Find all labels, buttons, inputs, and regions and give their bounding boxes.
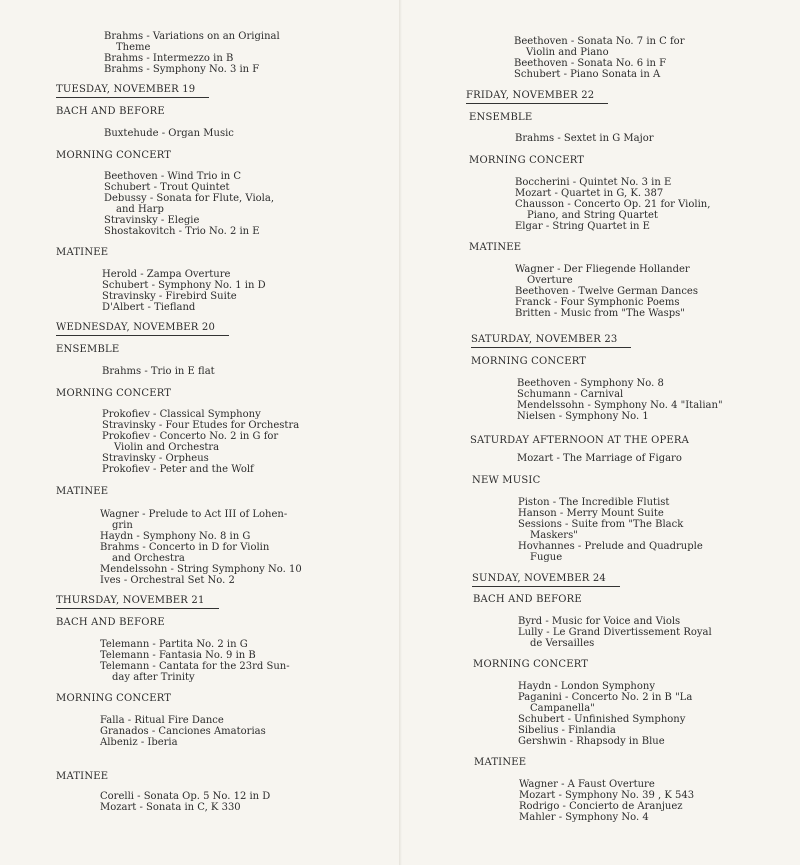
date-header: FRIDAY, NOVEMBER 22 (466, 90, 608, 104)
date-header: TUESDAY, NOVEMBER 19 (56, 84, 209, 98)
category-label: BACH AND BEFORE (56, 617, 165, 628)
program-item: Beethoven - Sonata No. 7 in C for (514, 36, 685, 47)
program-list (104, 31, 434, 75)
program-item: Stravinsky - Four Etudes for Orchestra (102, 420, 300, 431)
category-label: MATINEE (56, 486, 109, 497)
program-item: Brahms - Symphony No. 3 in F (104, 64, 260, 75)
program-item: Stravinsky - Firebird Suite (102, 291, 237, 302)
program-item: Gershwin - Rhapsody in Blue (518, 736, 665, 747)
program-item: Brahms - Sextet in G Major (515, 133, 654, 144)
program-section (100, 639, 430, 683)
date-header: WEDNESDAY, NOVEMBER 20 (56, 322, 229, 336)
program-item: Piston - The Incredible Flutist (518, 497, 670, 508)
program-item: Lully - Le Grand Divertissement Royal (518, 627, 712, 638)
program-list (514, 36, 800, 80)
program-item: Mahler - Symphony No. 4 (519, 812, 649, 823)
program-list (515, 133, 800, 144)
program-item: Theme (116, 42, 151, 53)
date-thursday (56, 595, 386, 609)
program-item: Prokofiev - Classical Symphony (102, 409, 261, 420)
program-item: Prokofiev - Concerto No. 2 in G for (102, 431, 279, 442)
category-label: MORNING CONCERT (56, 693, 172, 704)
program-item: Mendelssohn - Symphony No. 4 "Italian" (517, 400, 723, 411)
date-header: SUNDAY, NOVEMBER 24 (472, 573, 620, 587)
program-item: Fugue (530, 552, 563, 563)
program-item: Prokofiev - Peter and the Wolf (102, 464, 254, 475)
program-item: Ives - Orchestral Set No. 2 (100, 575, 235, 586)
program-list (104, 171, 434, 237)
program-section (104, 171, 434, 237)
program-section (102, 269, 432, 313)
program-section (517, 378, 800, 422)
program-list (100, 715, 430, 748)
program-item: Schubert - Symphony No. 1 in D (102, 280, 266, 291)
program-item: Nielsen - Symphony No. 1 (517, 411, 649, 422)
category-label: MORNING CONCERT (473, 659, 589, 670)
program-section (518, 497, 800, 563)
program-item: Telemann - Cantata for the 23rd Sun- (100, 661, 290, 672)
category-label: MORNING CONCERT (56, 388, 172, 399)
program-item: Paganini - Concerto No. 2 in B "La (518, 692, 693, 703)
program-list (104, 128, 434, 139)
program-item: D'Albert - Tiefland (102, 302, 196, 313)
program-item: Mendelssohn - String Symphony No. 10 (100, 564, 302, 575)
program-section (104, 128, 434, 139)
program-item: Mozart - Quartet in G, K. 387 (515, 188, 664, 199)
program-section (515, 133, 800, 144)
program-item: Piano, and String Quartet (527, 210, 658, 221)
program-list (102, 269, 432, 313)
category-label: MATINEE (56, 247, 109, 258)
program-list (100, 509, 430, 586)
program-list (102, 409, 432, 475)
date-saturday (471, 334, 800, 348)
program-item: Haydn - London Symphony (518, 681, 655, 692)
top-program (104, 31, 434, 75)
program-item: Schubert - Trout Quintet (104, 182, 230, 193)
program-item: Stravinsky - Elegie (104, 215, 200, 226)
program-list (515, 264, 800, 319)
program-item: Beethoven - Wind Trio in C (104, 171, 242, 182)
program-item: Maskers" (530, 530, 578, 541)
program-section (100, 509, 430, 586)
program-item: Sibelius - Finlandia (518, 725, 616, 736)
category-label: MORNING CONCERT (469, 155, 585, 166)
program-item: Hovhannes - Prelude and Quadruple (518, 541, 703, 552)
program-item: Britten - Music from "The Wasps" (515, 308, 685, 319)
program-item: Haydn - Symphony No. 8 in G (100, 531, 251, 542)
date-friday (466, 90, 796, 104)
program-section (100, 715, 430, 748)
program-item: Buxtehude - Organ Music (104, 128, 234, 139)
program-item: Brahms - Concerto in D for Violin (100, 542, 270, 553)
date-wednesday (56, 322, 386, 336)
program-item: Schubert - Piano Sonata in A (514, 69, 661, 80)
program-item: Wagner - Der Fliegende Hollander (515, 264, 690, 275)
program-list (102, 366, 432, 377)
program-item: Granados - Canciones Amatorias (100, 726, 266, 737)
program-item: Violin and Piano (526, 47, 609, 58)
program-section (515, 264, 800, 319)
program-item: grin (112, 520, 133, 531)
category-label: MATINEE (474, 757, 527, 768)
program-item: Corelli - Sonata Op. 5 No. 12 in D (100, 791, 271, 802)
program-item: Beethoven - Sonata No. 6 in F (514, 58, 667, 69)
program-list (518, 616, 800, 649)
program-section (102, 366, 432, 377)
date-header: SATURDAY, NOVEMBER 23 (471, 334, 631, 348)
date-header: THURSDAY, NOVEMBER 21 (56, 595, 219, 609)
program-item: Beethoven - Symphony No. 8 (517, 378, 664, 389)
program-item: Mozart - The Marriage of Figaro (517, 453, 682, 464)
category-label: SATURDAY AFTERNOON AT THE OPERA (470, 435, 690, 446)
category-label: MORNING CONCERT (56, 150, 172, 161)
category-label: MATINEE (56, 771, 109, 782)
program-item: Mozart - Symphony No. 39 , K 543 (519, 790, 695, 801)
program-item: de Versailles (530, 638, 595, 649)
program-list (100, 639, 430, 683)
program-item: Rodrigo - Concierto de Aranjuez (519, 801, 683, 812)
program-item: Franck - Four Symphonic Poems (515, 297, 680, 308)
date-sunday (472, 573, 800, 587)
program-item: Hanson - Merry Mount Suite (518, 508, 664, 519)
program-section (519, 779, 800, 823)
category-label: NEW MUSIC (472, 475, 541, 486)
program-section (515, 177, 800, 232)
program-section (518, 616, 800, 649)
program-list (517, 378, 800, 422)
program-item: day after Trinity (112, 672, 195, 683)
program-item: Telemann - Partita No. 2 in G (100, 639, 248, 650)
program-item: Sessions - Suite from "The Black (518, 519, 684, 530)
program-item: Telemann - Fantasia No. 9 in B (100, 650, 256, 661)
program-list (100, 791, 430, 813)
program-item: and Harp (116, 204, 164, 215)
program-item: Brahms - Trio in E flat (102, 366, 215, 377)
program-item: Mozart - Sonata in C, K 330 (100, 802, 241, 813)
date-tuesday (56, 84, 386, 98)
category-label: BACH AND BEFORE (473, 594, 582, 605)
program-item: Chausson - Concerto Op. 21 for Violin, (515, 199, 711, 210)
program-list (515, 177, 800, 232)
program-list (518, 681, 800, 747)
program-section (100, 791, 430, 813)
category-label: MORNING CONCERT (471, 356, 587, 367)
program-item: Debussy - Sonata for Flute, Viola, (104, 193, 275, 204)
program-item: Beethoven - Twelve German Dances (515, 286, 698, 297)
program-section (102, 409, 432, 475)
program-list (517, 453, 800, 464)
program-section (518, 681, 800, 747)
program-section (517, 453, 800, 464)
program-item: Campanella" (530, 703, 595, 714)
category-label: ENSEMBLE (56, 344, 120, 355)
category-label: MATINEE (469, 242, 522, 253)
program-item: Elgar - String Quartet in E (515, 221, 650, 232)
program-list (519, 779, 800, 823)
program-item: and Orchestra (112, 553, 185, 564)
program-item: Violin and Orchestra (114, 442, 220, 453)
program-item: Byrd - Music for Voice and Viols (518, 616, 681, 627)
program-item: Boccherini - Quintet No. 3 in E (515, 177, 672, 188)
program-item: Stravinsky - Orpheus (102, 453, 209, 464)
category-label: BACH AND BEFORE (56, 106, 165, 117)
program-item: Brahms - Intermezzo in B (104, 53, 234, 64)
program-list (518, 497, 800, 563)
program-item: Falla - Ritual Fire Dance (100, 715, 224, 726)
program-item: Wagner - Prelude to Act III of Lohen- (100, 509, 288, 520)
program-item: Overture (527, 275, 573, 286)
program-item: Wagner - A Faust Overture (519, 779, 655, 790)
program-item: Schumann - Carnival (517, 389, 624, 400)
category-label: ENSEMBLE (469, 112, 533, 123)
program-item: Brahms - Variations on an Original (104, 31, 280, 42)
program-item: Herold - Zampa Overture (102, 269, 231, 280)
program-item: Shostakovitch - Trio No. 2 in E (104, 226, 260, 237)
program-item: Schubert - Unfinished Symphony (518, 714, 686, 725)
top-program (514, 36, 800, 80)
program-item: Albeniz - Iberia (100, 737, 178, 748)
